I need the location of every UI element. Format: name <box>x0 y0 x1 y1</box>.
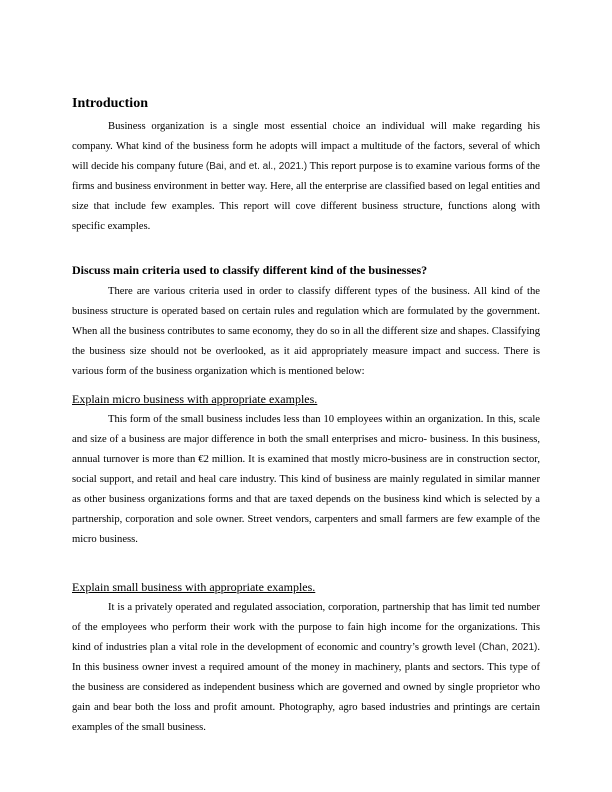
document-body <box>72 96 540 738</box>
intro-text-b: This report purpose is to examine various forms of the firms and business environment in better way. Here, all the enterprise are classified based on legal entities and size that include few examples. This report will cove different business structure, functions along with specific examples. <box>72 161 541 232</box>
micro-business-heading: Explain micro business with appropriate examples. <box>72 392 318 406</box>
introduction-heading: Introduction <box>72 96 148 111</box>
criteria-heading: Discuss main criteria used to classify different kind of the businesses? <box>72 263 428 277</box>
intro-text-a: Business organization is a single most essential choice an individual will make regarding his company. What kind of the business form he adopts will impact a multitude of the factors, several of which will decide his company future <box>72 121 540 172</box>
small-text-a: It is a privately operated and regulated association, corporation, partnership that has limit ted number of the employees who perform their work with the purpose to fain high income for the organizations. This kind of industries plan a vital role in the development of economic and country’s growth level <box>72 602 540 653</box>
micro-business-paragraph: This form of the small business includes less than 10 employees within an organization. In this, scale and size of a business are major difference in both the small enterprises and micro- business. In this business, annual turnover is more than €2 million. It is examined that mostly micro-business are in construction sector, social support, and retail and heal care industry. This kind of business are mainly regulated in similar manner as other business organizations forms and that are taxed depends on the business kind which is selected by a partnership, corporation and sole owner. Street vendors, carpenters and small farmers are few example of the micro business. <box>72 414 540 545</box>
introduction-paragraph <box>72 117 540 237</box>
small-text-b: . In this business owner invest a required amount of the money in machinery, plants and sectors. This type of the business are considered as independent business which are governed and owned by single proprietor who gain and bear both the loss and profit amount. Photography, agro based industries and printings are certain examples of the small business. <box>72 642 540 733</box>
small-business-heading: Explain small business with appropriate examples. <box>72 580 316 594</box>
small-citation: (Chan, 2021) <box>478 642 538 653</box>
intro-citation: (Bai, and et. al., 2021.) <box>205 161 308 172</box>
small-business-paragraph <box>72 598 540 738</box>
criteria-paragraph: There are various criteria used in order to classify different types of the business. All kind of the business structure is operated based on certain rules and regulation which are formulated by the government. When all the business contributes to same economy, they do so in all the different size and shapes. Classifying the business size should not be overlooked, as it aid appropriately measure impact and success. There is various form of the business organization which is mentioned below: <box>72 286 540 377</box>
